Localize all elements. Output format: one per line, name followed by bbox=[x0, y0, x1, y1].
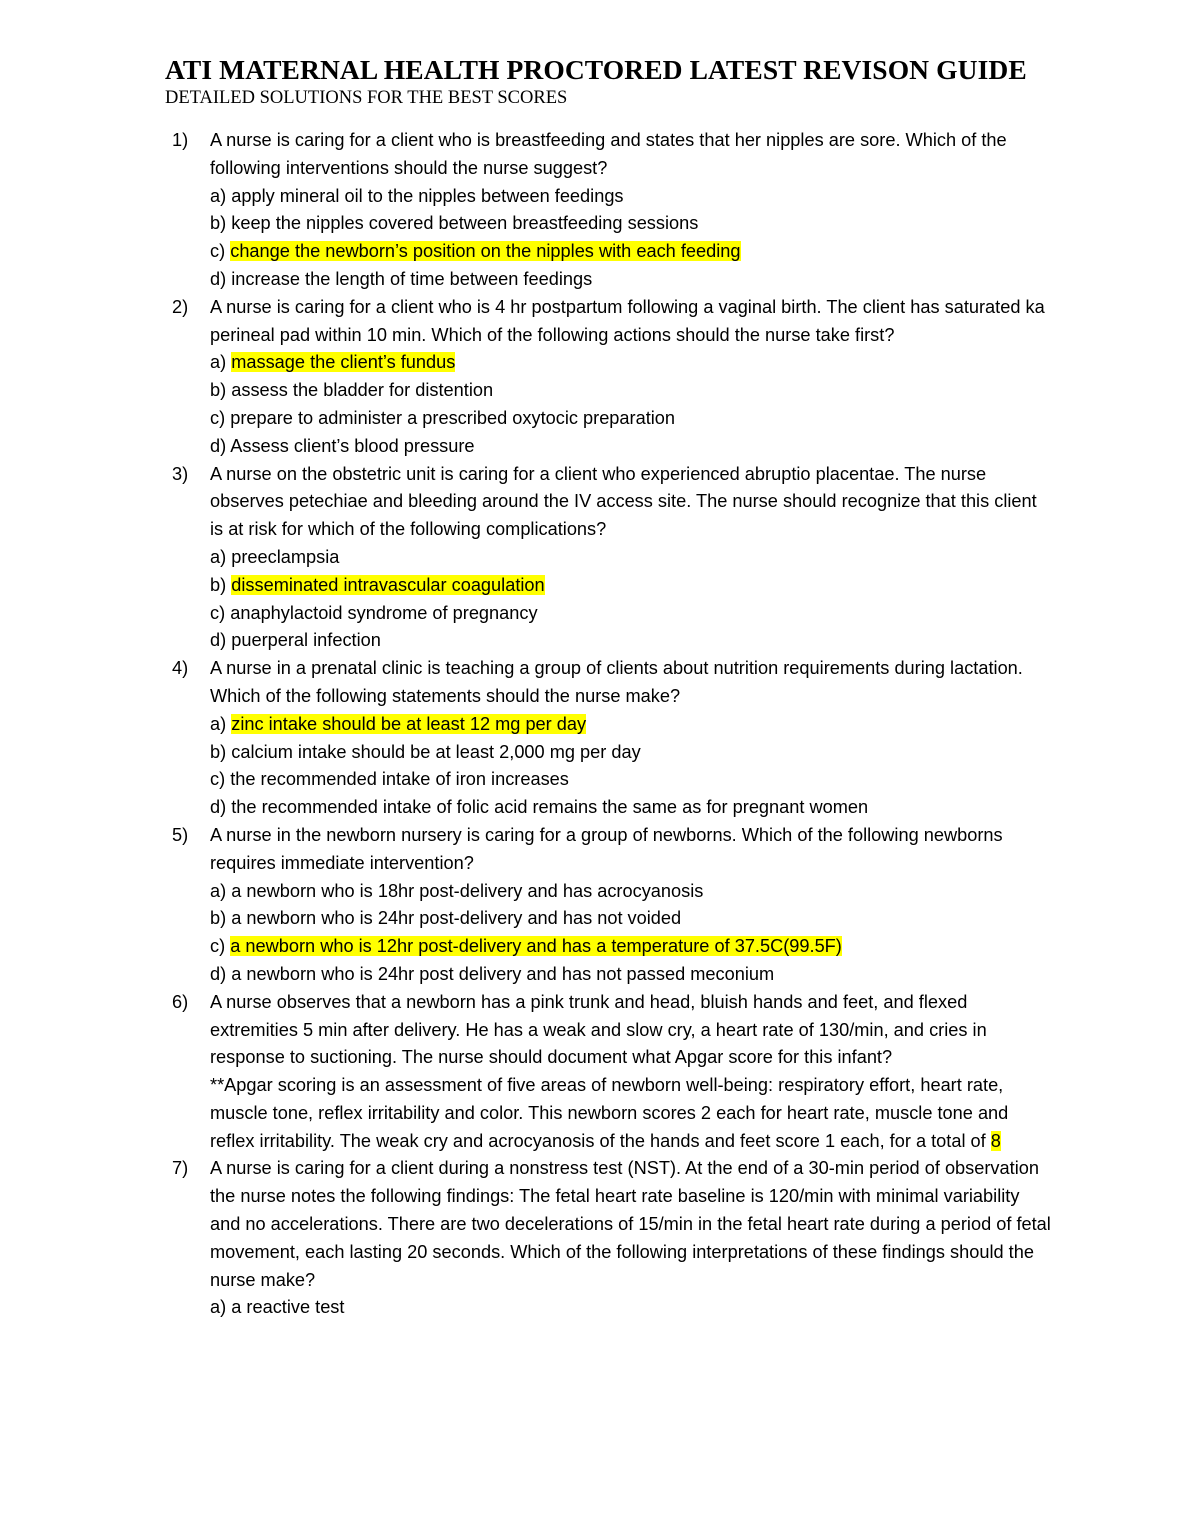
answer-option bbox=[210, 377, 1052, 405]
option-text: apply mineral oil to the nipples between feedings bbox=[231, 185, 624, 206]
question-number: 2) bbox=[172, 296, 189, 317]
answer-option bbox=[210, 1294, 1052, 1322]
answer-option bbox=[210, 600, 1052, 628]
option-letter: b) bbox=[210, 741, 227, 762]
option-text: assess the bladder for distention bbox=[231, 380, 494, 401]
question-2 bbox=[172, 294, 1052, 461]
option-text: puerperal infection bbox=[231, 630, 381, 651]
answer-option bbox=[210, 210, 1052, 238]
option-letter: a) bbox=[210, 713, 227, 734]
option-letter: c) bbox=[210, 241, 226, 262]
question-list bbox=[172, 127, 1052, 1322]
option-text: a newborn who is 24hr post-delivery and has not voided bbox=[231, 908, 682, 929]
option-letter: b) bbox=[210, 908, 227, 929]
option-text: increase the length of time between feedings bbox=[231, 268, 593, 289]
option-letter: d) bbox=[210, 630, 227, 651]
answer-option bbox=[210, 739, 1052, 767]
option-letter: d) bbox=[210, 963, 227, 984]
option-letter: c) bbox=[210, 769, 226, 790]
answer-option bbox=[210, 961, 1052, 989]
answer-option bbox=[210, 433, 1052, 461]
option-letter: a) bbox=[210, 1297, 227, 1318]
question-stem: A nurse on the obstetric unit is caring for a client who experienced abruptio placentae. The nurse observes petechiae and bleeding around the IV access site. The nurse should recognize that this client is at risk for which of the following complications? bbox=[210, 463, 1037, 540]
question-7 bbox=[172, 1155, 1052, 1322]
option-text: a reactive test bbox=[231, 1297, 345, 1318]
answer-option bbox=[210, 878, 1052, 906]
question-6 bbox=[172, 989, 1052, 1156]
option-text: anaphylactoid syndrome of pregnancy bbox=[230, 602, 538, 623]
option-letter: a) bbox=[210, 546, 227, 567]
question-1 bbox=[172, 127, 1052, 294]
option-letter: c) bbox=[210, 407, 226, 428]
answer-option bbox=[210, 183, 1052, 211]
question-stem: A nurse is caring for a client during a nonstress test (NST). At the end of a 30-min period of observation the nurse notes the following findings: The fetal heart rate baseline is 120/min with minimal variability and no accelerations. There are two decelerations of 15/min in the fetal heart rate during a period of fetal movement, each lasting 20 seconds. Which of the following interpretations of these findings should the nurse make? bbox=[210, 1158, 1051, 1290]
question-4 bbox=[172, 655, 1052, 822]
rationale-text: **Apgar scoring is an assessment of five areas of newborn well-being: respiratory effort, heart rate, muscle tone, reflex irritability and color. This newborn scores 2 each for heart rate, muscle tone and reflex irritability. The weak cry and acrocyanosis of the hands and feet score 1 each, for a total of bbox=[210, 1075, 1009, 1151]
document-subtitle: DETAILED SOLUTIONS FOR THE BEST SCORES bbox=[165, 88, 568, 108]
correct-answer-option bbox=[210, 933, 1052, 961]
highlighted-answer: a newborn who is 12hr post-delivery and has a temperature of 37.5C(99.5F) bbox=[230, 936, 842, 957]
question-stem: A nurse in the newborn nursery is caring for a group of newborns. Which of the following newborns requires immediate intervention? bbox=[210, 824, 1003, 873]
option-text: prepare to administer a prescribed oxytocic preparation bbox=[230, 407, 676, 428]
highlighted-answer: disseminated intravascular coagulation bbox=[231, 574, 545, 595]
correct-answer-option bbox=[210, 572, 1052, 600]
correct-answer-option bbox=[210, 711, 1052, 739]
option-letter: b) bbox=[210, 574, 227, 595]
highlighted-answer: zinc intake should be at least 12 mg per day bbox=[231, 713, 587, 734]
question-number: 5) bbox=[172, 824, 189, 845]
answer-option bbox=[210, 766, 1052, 794]
answer-option bbox=[210, 627, 1052, 655]
question-number: 4) bbox=[172, 658, 189, 679]
option-text: keep the nipples covered between breastfeeding sessions bbox=[231, 213, 699, 234]
highlighted-answer: change the newborn’s position on the nipples with each feeding bbox=[230, 241, 741, 262]
question-3 bbox=[172, 461, 1052, 656]
answer-rationale bbox=[210, 1072, 1052, 1155]
option-letter: a) bbox=[210, 880, 227, 901]
document-title: ATI MATERNAL HEALTH PROCTORED LATEST REVISON GUIDE bbox=[165, 54, 1027, 85]
answer-option bbox=[210, 905, 1052, 933]
question-number: 6) bbox=[172, 991, 189, 1012]
option-letter: d) bbox=[210, 268, 227, 289]
option-text: calcium intake should be at least 2,000 mg per day bbox=[231, 741, 641, 762]
question-stem: A nurse in a prenatal clinic is teaching a group of clients about nutrition requirements during lactation. Which of the following statements should the nurse make? bbox=[210, 658, 1023, 706]
option-letter: c) bbox=[210, 602, 226, 623]
option-letter: a) bbox=[210, 352, 227, 373]
highlighted-answer: massage the client’s fundus bbox=[231, 352, 456, 373]
question-stem: A nurse is caring for a client who is 4 hr postpartum following a vaginal birth. The client has saturated ka perineal pad within 10 min. Which of the following actions should the nurse take first? bbox=[210, 296, 1045, 345]
answer-option bbox=[210, 544, 1052, 572]
option-text: preeclampsia bbox=[231, 546, 340, 567]
option-letter: c) bbox=[210, 936, 226, 957]
option-text: Assess client’s blood pressure bbox=[230, 435, 475, 456]
option-letter: b) bbox=[210, 380, 227, 401]
option-letter: b) bbox=[210, 213, 227, 234]
answer-option bbox=[210, 266, 1052, 294]
option-text: a newborn who is 24hr post delivery and has not passed meconium bbox=[231, 963, 775, 984]
answer-option bbox=[210, 794, 1052, 822]
option-letter: d) bbox=[210, 797, 227, 818]
question-stem: A nurse is caring for a client who is breastfeeding and states that her nipples are sore. Which of the following interventions should the nurse suggest? bbox=[210, 130, 1007, 178]
option-text: the recommended intake of folic acid remains the same as for pregnant women bbox=[231, 797, 869, 818]
highlighted-answer: 8 bbox=[990, 1130, 1001, 1151]
question-number: 3) bbox=[172, 463, 189, 484]
answer-option bbox=[210, 405, 1052, 433]
question-number: 7) bbox=[172, 1158, 189, 1179]
correct-answer-option bbox=[210, 349, 1052, 377]
question-stem: A nurse observes that a newborn has a pink trunk and head, bluish hands and feet, and flexed extremities 5 min after delivery. He has a weak and slow cry, a heart rate of 130/min, and cries in response to suctioning. The nurse should document what Apgar score for this infant? bbox=[210, 991, 987, 1068]
correct-answer-option bbox=[210, 238, 1052, 266]
option-letter: a) bbox=[210, 185, 227, 206]
option-text: a newborn who is 18hr post-delivery and has acrocyanosis bbox=[231, 880, 704, 901]
question-number: 1) bbox=[172, 130, 189, 150]
option-letter: d) bbox=[210, 435, 227, 456]
option-text: the recommended intake of iron increases bbox=[230, 769, 569, 790]
question-5 bbox=[172, 822, 1052, 989]
